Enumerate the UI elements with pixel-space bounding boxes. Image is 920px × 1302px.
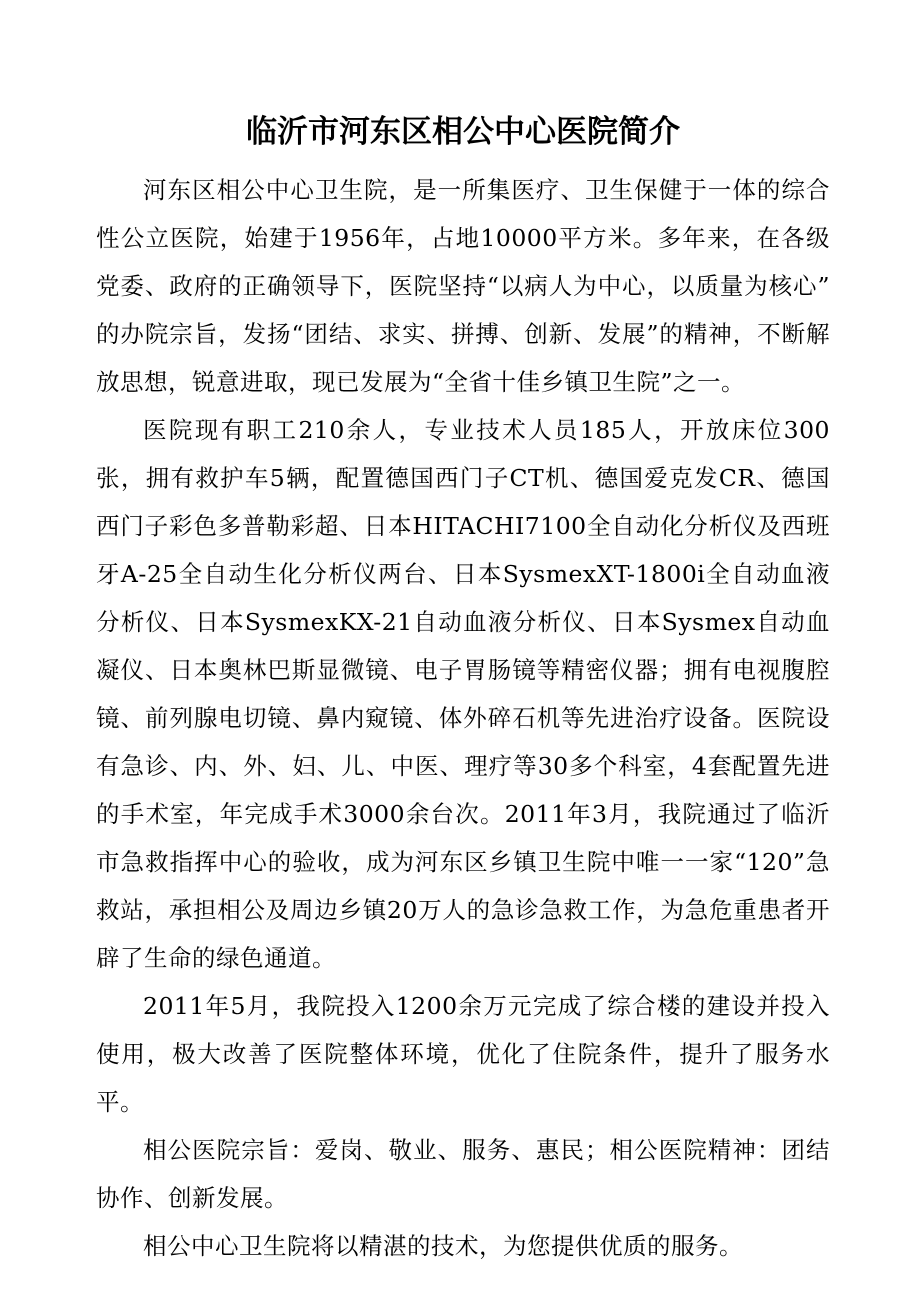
paragraph-building: 2011年5月，我院投入1200余万元完成了综合楼的建设并投入使用，极大改善了医院整体环境，优化了住院条件，提升了服务水平。 xyxy=(96,992,830,1116)
paragraph-closing: 相公中心卫生院将以精湛的技术，为您提供优质的服务。 xyxy=(143,1232,743,1260)
paragraph-intro: 河东区相公中心卫生院，是一所集医疗、卫生保健于一体的综合性公立医院，始建于1956年，占地10000平方米。多年来，在各级党委、政府的正确领导下，医院坚持“以病人为中心，以质量为核心” 的办院宗旨，发扬“团结、求实、拼搏、创新、发展”的精神，不断解放思想，锐意进取，现已发展为“全省十佳乡镇卫生院”之一。 xyxy=(96,176,830,396)
paragraph-staff-equipment: 医院现有职工210余人，专业技术人员185人，开放床位300张，拥有救护车5辆，配置德国西门子CT机、德国爱克发CR、德国西门子彩色多普勒彩超、日本HITACHI7100全自动化分析仪及西班牙A-25全自动生化分析仪两台、日本SysmexXT-1800i全自动血液分析仪、日本SysmexKX-21自动血液分析仪、日本Sysmex自动血凝仪、日本奥林巴斯显微镜、电子胃肠镜等精密仪器；拥有电视腹腔镜、前列腺电切镜、鼻内窥镜、体外碎石机等先进治疗设备。医院设有急诊、内、外、妇、儿、中医、理疗等30多个科室，4套配置先进的手术室，年完成手术3000余台次。2011年3月，我院通过了临沂市急救指挥中心的验收，成为河东区乡镇卫生院中唯一一家“120”急救站，承担相公及周边乡镇20万人的急诊急救工作，为急危重患者开辟了生命的绿色通道。 xyxy=(96,416,830,972)
paragraph-mission: 相公医院宗旨：爱岗、敬业、服务、惠民；相公医院精神：团结协作、创新发展。 xyxy=(96,1136,830,1212)
document-title: 临沂市河东区相公中心医院简介 xyxy=(246,114,680,150)
